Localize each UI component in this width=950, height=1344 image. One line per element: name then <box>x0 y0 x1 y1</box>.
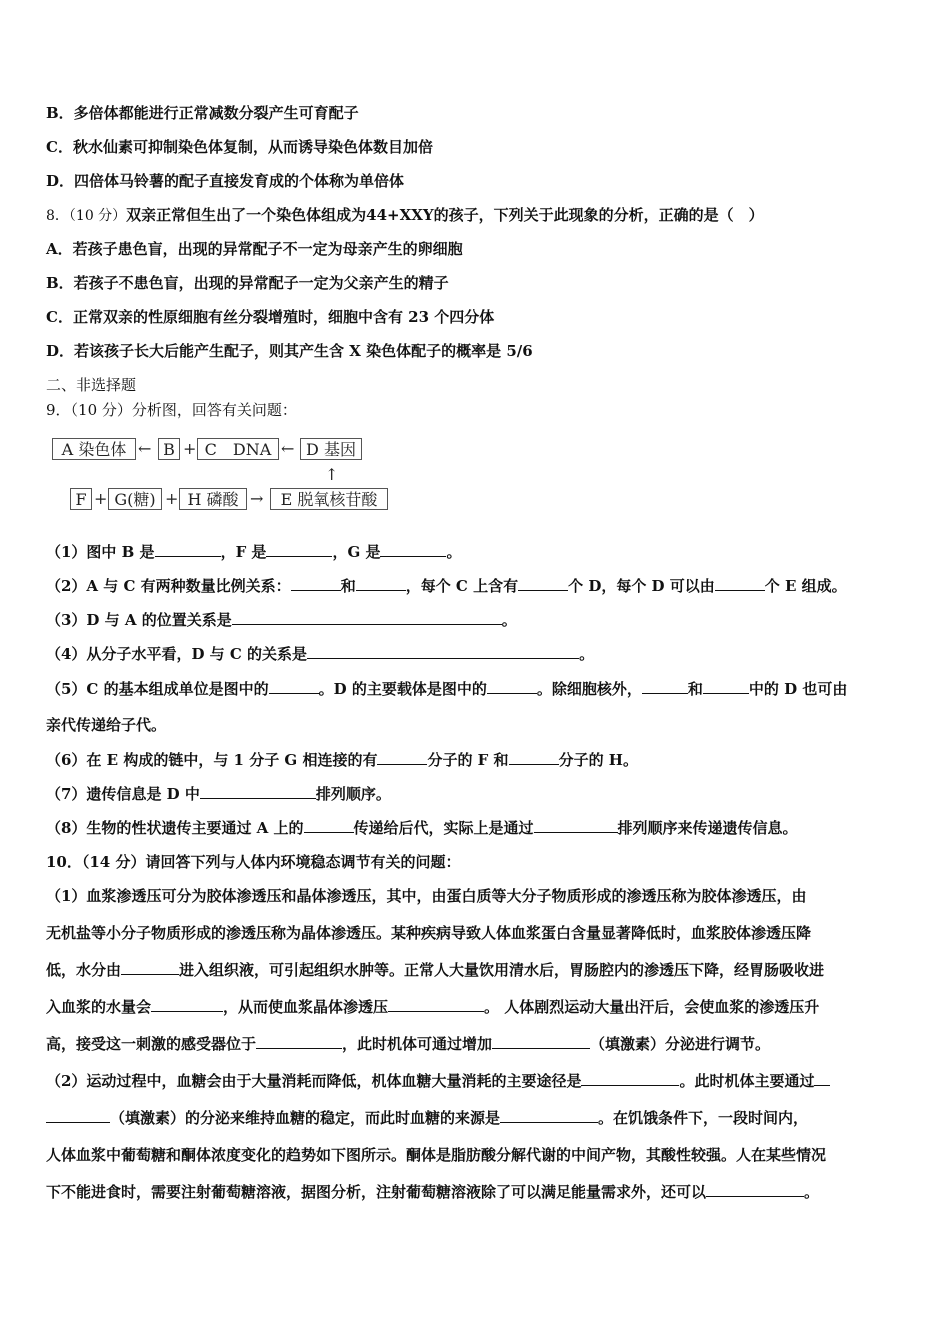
q10-line-3: 低，水分由 进入组织液，可引起组织水肿等。正常人大量饮用清水后，胃肠腔内的渗透压下降，经胃肠吸收进 <box>46 961 825 979</box>
box-d: D 基因 <box>300 438 362 460</box>
q9-stem: 9．（10 分）分析图，回答有关问题： <box>46 401 297 419</box>
q10-line-4: 入血浆的水量会 ，从而使血浆晶体渗透压 。 人体剧烈运动大量出汗后，会使血浆的渗透压升 <box>46 998 820 1016</box>
q7-option-d: D．四倍体马铃薯的配子直接发育成的个体称为单倍体 <box>46 172 405 190</box>
q10-line-6: （2）运动过程中，血糖会由于大量消耗而降低，机体血糖大量消耗的主要途径是 。此时机体主要通过 <box>46 1071 830 1091</box>
q9-part-3: （3）D 与 A 的位置关系是 。 <box>46 611 517 629</box>
box-a: A 染色体 <box>52 438 136 460</box>
q7-option-b: B．多倍体都能进行正常减数分裂产生可育配子 <box>46 104 359 122</box>
q10-line-2: 无机盐等小分子物质形成的渗透压称为晶体渗透压。某种疾病导致人体血浆蛋白含量显著降低时，血浆胶体渗透压降 <box>46 924 812 942</box>
q10-line-5: 高，接受这一刺激的感受器位于 ，此时机体可通过增加 （填激素）分泌进行调节。 <box>46 1035 771 1053</box>
q9-diagram <box>52 432 397 520</box>
q10-stem: 10．（14 分）请回答下列与人体内环境稳态调节有关的问题： <box>46 853 461 871</box>
box-b: B <box>158 438 180 460</box>
section-heading: 二、非选择题 <box>46 376 137 394</box>
q10-line-8: 人体血浆中葡萄糖和酮体浓度变化的趋势如下图所示。酮体是脂肪酸分解代谢的中间产物，其酸性较强。人在某些情况 <box>46 1146 827 1164</box>
box-f: F <box>70 488 92 510</box>
arrow-left-icon: ← <box>138 439 152 458</box>
plus-icon: + <box>183 439 197 458</box>
q9-part-7: （7）遗传信息是 D 中 排列顺序。 <box>46 785 391 803</box>
q8-option-b: B．若孩子不患色盲，出现的异常配子一定为父亲产生的精子 <box>46 274 449 292</box>
q8-option-d: D．若该孩子长大后能产生配子，则其产生含 X 染色体配子的概率是 5/6 <box>46 342 533 360</box>
q7-option-c: C．秋水仙素可抑制染色体复制，从而诱导染色体数目加倍 <box>46 138 433 156</box>
box-e: E 脱氧核苷酸 <box>270 488 388 510</box>
q8-option-c: C．正常双亲的性原细胞有丝分裂增殖时，细胞中含有 23 个四分体 <box>46 308 495 326</box>
arrow-right-icon: → <box>250 489 264 508</box>
q10-line-7: （填激素）的分泌来维持血糖的稳定，而此时血糖的来源是 。在饥饿条件下，一段时间内， <box>46 1108 808 1128</box>
q9-part-8: （8）生物的性状遗传主要通过 A 上的 传递给后代，实际上是通过 排列顺序来传递遗传信息。 <box>46 819 798 837</box>
q8-stem: 8．（10 分）双亲正常但生出了一个染色体组成为44+XXY的孩子，下列关于此现象的分析，正确的是（ ） <box>46 206 764 224</box>
box-c: C DNA <box>197 438 279 460</box>
plus-icon: + <box>165 489 179 508</box>
q10-line-1: （1）血浆渗透压可分为胶体渗透压和晶体渗透压，其中，由蛋白质等大分子物质形成的渗透压称为胶体渗透压，由 <box>46 887 807 905</box>
q9-part-2: （2）A 与 C 有两种数量比例关系： 和 ，每个 C 上含有 个 D，每个 D 可以由 个 E 组成。 <box>46 577 847 595</box>
q9-part-5-cont: 亲代传递给子代。 <box>46 716 167 734</box>
arrow-left-icon: ← <box>281 439 295 458</box>
box-g: G(糖) <box>108 488 162 510</box>
q9-part-5: （5）C 的基本组成单位是图中的 。D 的主要载体是图中的 。除细胞核外， 和 中的 D 也可由 <box>46 680 848 698</box>
q8-option-a: A．若孩子患色盲，出现的异常配子不一定为母亲产生的卵细胞 <box>46 240 463 258</box>
plus-icon: + <box>94 489 108 508</box>
q9-part-1: （1）图中 B 是 ，F 是 ，G 是 。 <box>46 543 462 561</box>
q9-part-6: （6）在 E 构成的链中，与 1 分子 G 相连接的有 分子的 F 和 分子的 H。 <box>46 751 638 769</box>
arrow-up-icon: ↑ <box>325 465 339 484</box>
q10-line-9: 下不能进食时，需要注射葡萄糖溶液，据图分析，注射葡萄糖溶液除了可以满足能量需求外，还可以 。 <box>46 1183 820 1201</box>
q9-part-4: （4）从分子水平看，D 与 C 的关系是 。 <box>46 645 595 663</box>
box-h: H 磷酸 <box>179 488 247 510</box>
